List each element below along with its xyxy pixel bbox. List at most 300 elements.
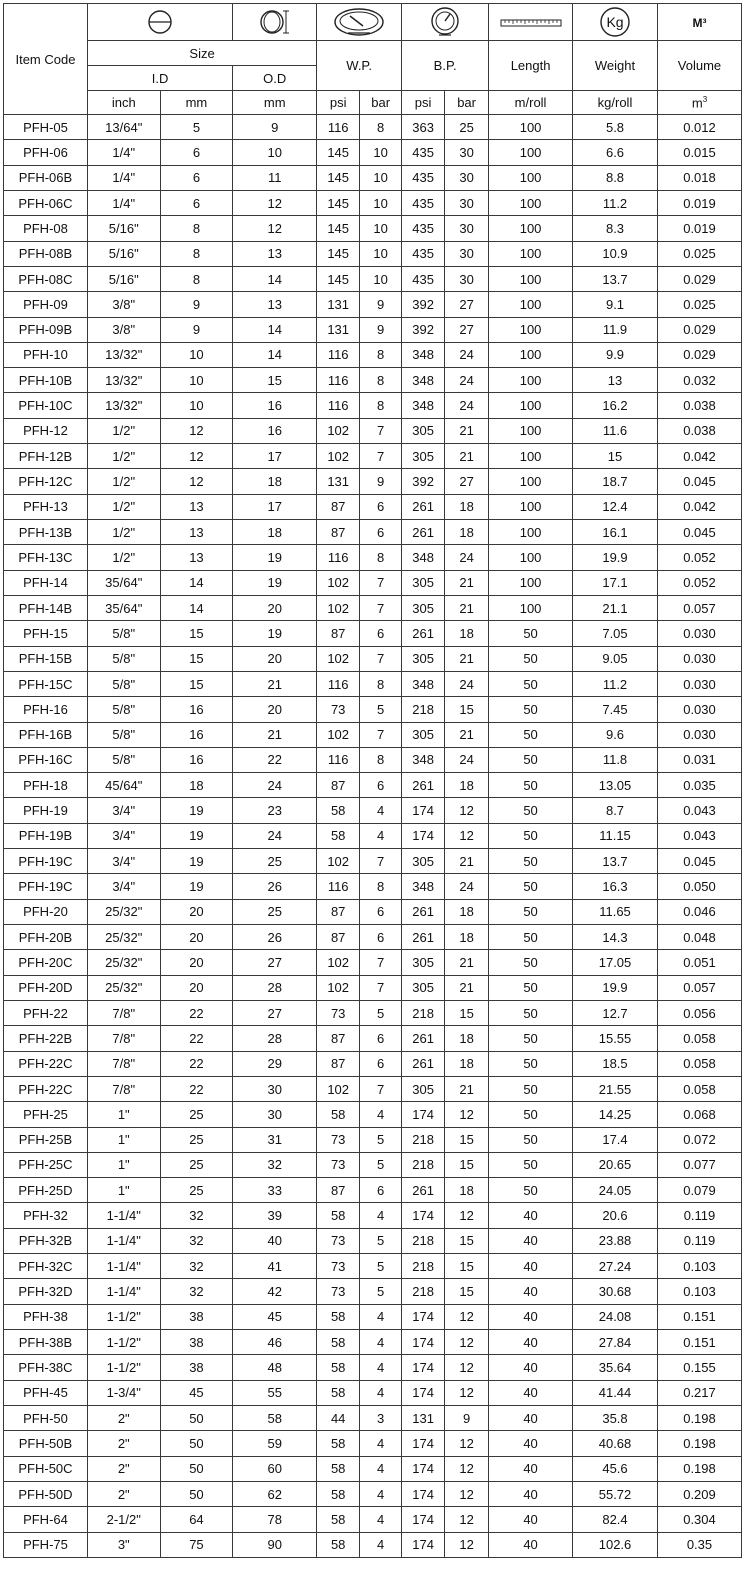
- od-mm-cell: 20: [233, 697, 317, 722]
- id-mm-cell: 20: [160, 975, 233, 1000]
- weight-cell: 41.44: [573, 1380, 658, 1405]
- wp-psi-cell: 116: [317, 342, 360, 367]
- od-mm-cell: 58: [233, 1405, 317, 1430]
- bp-psi-cell: 174: [402, 1330, 445, 1355]
- table-row: [4, 444, 742, 469]
- item-code-cell: PFH-32C: [4, 1254, 88, 1279]
- id-mm-cell: 22: [160, 1000, 233, 1025]
- item-code-cell: PFH-64: [4, 1507, 88, 1532]
- id-mm-cell: 15: [160, 646, 233, 671]
- wp-bar-cell: 6: [360, 1051, 402, 1076]
- id-inch-cell: 1/2": [87, 418, 160, 443]
- item-code-cell: PFH-50B: [4, 1431, 88, 1456]
- bp-psi-cell: 218: [402, 1279, 445, 1304]
- od-mm-cell: 45: [233, 1304, 317, 1329]
- table-row: [4, 1304, 742, 1329]
- id-inch-cell: 1/2": [87, 444, 160, 469]
- od-mm-cell: 24: [233, 773, 317, 798]
- bp-bar-cell: 21: [445, 975, 489, 1000]
- table-row: [4, 1481, 742, 1506]
- bp-bar-cell: 18: [445, 773, 489, 798]
- id-inch-cell: 1/2": [87, 494, 160, 519]
- weight-cell: 11.9: [573, 317, 658, 342]
- volume-cell: 0.050: [657, 874, 741, 899]
- id-inch-cell: 1-1/4": [87, 1203, 160, 1228]
- weight-cell: 15: [573, 444, 658, 469]
- wp-bar-cell: 7: [360, 975, 402, 1000]
- table-row: [4, 1076, 742, 1101]
- item-code-cell: PFH-16C: [4, 747, 88, 772]
- weight-cell: 23.88: [573, 1228, 658, 1253]
- weight-cell: 10.9: [573, 241, 658, 266]
- weight-cell: 24.05: [573, 1178, 658, 1203]
- id-mm-cell: 10: [160, 342, 233, 367]
- bp-bar-cell: 12: [445, 823, 489, 848]
- wp-psi-cell: 58: [317, 1203, 360, 1228]
- length-cell: 50: [489, 646, 573, 671]
- wp-psi-cell: 58: [317, 1330, 360, 1355]
- od-mm-cell: 26: [233, 925, 317, 950]
- weight-cell: 7.05: [573, 621, 658, 646]
- wp-psi-cell: 145: [317, 140, 360, 165]
- weight-cell: 17.05: [573, 950, 658, 975]
- od-mm-cell: 40: [233, 1228, 317, 1253]
- id-inch-cell: 2": [87, 1431, 160, 1456]
- id-mm-cell: 32: [160, 1203, 233, 1228]
- table-row: [4, 773, 742, 798]
- id-mm-cell: 20: [160, 950, 233, 975]
- id-inch-cell: 5/16": [87, 241, 160, 266]
- table-row: [4, 1532, 742, 1557]
- bp-bar-cell: 12: [445, 1507, 489, 1532]
- wp-psi-cell: 87: [317, 1178, 360, 1203]
- od-mm-cell: 21: [233, 722, 317, 747]
- id-inch-cell: 5/16": [87, 266, 160, 291]
- bp-bar-cell: 18: [445, 1178, 489, 1203]
- bp-psi-cell: 348: [402, 874, 445, 899]
- bp-bar-cell: 18: [445, 621, 489, 646]
- weight-cell: 11.15: [573, 823, 658, 848]
- size-header: Size: [87, 41, 316, 66]
- working-pressure-gauge-icon: [332, 7, 386, 37]
- od-mm-cell: 62: [233, 1481, 317, 1506]
- wp-psi-cell: 58: [317, 1304, 360, 1329]
- table-row: [4, 317, 742, 342]
- bp-bar-cell: 30: [445, 165, 489, 190]
- id-inch-cell: 35/64": [87, 570, 160, 595]
- wp-psi-cell: 145: [317, 165, 360, 190]
- id-mm-cell: 25: [160, 1152, 233, 1177]
- size-header-row: [4, 41, 742, 66]
- od-mm-cell: 10: [233, 140, 317, 165]
- bp-bar-cell: 21: [445, 595, 489, 620]
- id-mm-cell: 6: [160, 190, 233, 215]
- weight-cell: 13.05: [573, 773, 658, 798]
- od-mm-cell: 90: [233, 1532, 317, 1557]
- table-row: [4, 545, 742, 570]
- table-row: [4, 1456, 742, 1481]
- weight-cell: 27.24: [573, 1254, 658, 1279]
- od-mm-cell: 16: [233, 393, 317, 418]
- volume-cell: 0.030: [657, 697, 741, 722]
- wp-bar-cell: 8: [360, 671, 402, 696]
- weight-cell: 40.68: [573, 1431, 658, 1456]
- wp-bar-cell: 4: [360, 1304, 402, 1329]
- weight-cell: 13: [573, 368, 658, 393]
- volume-cell: 0.119: [657, 1228, 741, 1253]
- wp-bar-cell: 10: [360, 190, 402, 215]
- item-code-cell: PFH-08C: [4, 266, 88, 291]
- wp-psi-cell: 58: [317, 1355, 360, 1380]
- item-code-cell: PFH-15C: [4, 671, 88, 696]
- id-inch-cell: 1-1/4": [87, 1279, 160, 1304]
- id-mm-cell: 19: [160, 798, 233, 823]
- id-inch-cell: 1/2": [87, 469, 160, 494]
- unit-length: m/roll: [489, 91, 573, 115]
- id-mm-cell: 6: [160, 165, 233, 190]
- od-mm-cell: 41: [233, 1254, 317, 1279]
- weight-cell: 16.1: [573, 520, 658, 545]
- bp-bar-cell: 21: [445, 722, 489, 747]
- wp-psi-cell: 116: [317, 393, 360, 418]
- item-code-cell: PFH-32B: [4, 1228, 88, 1253]
- bp-psi-cell: 348: [402, 545, 445, 570]
- length-cell: 50: [489, 950, 573, 975]
- id-mm-cell: 5: [160, 115, 233, 140]
- bp-bar-cell: 18: [445, 1051, 489, 1076]
- weight-cell: 17.1: [573, 570, 658, 595]
- wp-bar-cell: 4: [360, 1507, 402, 1532]
- wp-bar-cell: 6: [360, 773, 402, 798]
- id-inch-cell: 3/4": [87, 823, 160, 848]
- bp-psi-cell: 348: [402, 342, 445, 367]
- weight-icon-label: Kg: [606, 14, 624, 30]
- volume-cell: 0.058: [657, 1026, 741, 1051]
- volume-cell: 0.019: [657, 190, 741, 215]
- table-row: [4, 671, 742, 696]
- weight-cell: 17.4: [573, 1127, 658, 1152]
- bp-psi-cell: 305: [402, 595, 445, 620]
- table-row: [4, 823, 742, 848]
- id-mm-cell: 19: [160, 849, 233, 874]
- table-row: [4, 722, 742, 747]
- bp-bar-cell: 21: [445, 646, 489, 671]
- wp-bar-cell: 10: [360, 241, 402, 266]
- length-cell: 50: [489, 1026, 573, 1051]
- item-code-cell: PFH-25C: [4, 1152, 88, 1177]
- od-mm-cell: 14: [233, 266, 317, 291]
- od-mm-cell: 39: [233, 1203, 317, 1228]
- unit-wp-psi: psi: [317, 91, 360, 115]
- id-inch-cell: 1/2": [87, 545, 160, 570]
- unit-volume-base: m: [691, 95, 703, 111]
- wp-psi-cell: 102: [317, 950, 360, 975]
- wp-bar-cell: 7: [360, 418, 402, 443]
- od-mm-cell: 21: [233, 671, 317, 696]
- wp-psi-cell: 87: [317, 621, 360, 646]
- item-code-cell: PFH-10C: [4, 393, 88, 418]
- bp-psi-cell: 261: [402, 1051, 445, 1076]
- item-code-cell: PFH-20: [4, 899, 88, 924]
- item-code-cell: PFH-19B: [4, 823, 88, 848]
- wp-bar-cell: 5: [360, 1152, 402, 1177]
- weight-cell: 27.84: [573, 1330, 658, 1355]
- wp-psi-cell: 116: [317, 671, 360, 696]
- id-mm-cell: 12: [160, 444, 233, 469]
- weight-cell: 12.4: [573, 494, 658, 519]
- burst-pressure-gauge-icon: [428, 7, 462, 37]
- volume-cell: 0.046: [657, 899, 741, 924]
- wp-bar-cell: 4: [360, 1380, 402, 1405]
- volume-cell: 0.045: [657, 849, 741, 874]
- length-cell: 40: [489, 1254, 573, 1279]
- length-cell: 100: [489, 115, 573, 140]
- id-inch-cell: 5/8": [87, 697, 160, 722]
- wp-bar-cell: 5: [360, 1000, 402, 1025]
- wp-bar-cell: 8: [360, 747, 402, 772]
- length-cell: 50: [489, 722, 573, 747]
- od-mm-cell: 13: [233, 241, 317, 266]
- length-cell: 100: [489, 494, 573, 519]
- table-row: [4, 1026, 742, 1051]
- volume-cell: 0.052: [657, 545, 741, 570]
- id-mm-cell: 13: [160, 545, 233, 570]
- bp-bar-cell: 27: [445, 292, 489, 317]
- od-mm-cell: 16: [233, 418, 317, 443]
- bp-bar-cell: 15: [445, 1228, 489, 1253]
- wp-bar-cell: 4: [360, 1203, 402, 1228]
- bp-psi-cell: 218: [402, 1254, 445, 1279]
- wp-psi-cell: 102: [317, 444, 360, 469]
- weight-cell: 7.45: [573, 697, 658, 722]
- id-inch-cell: 3/4": [87, 798, 160, 823]
- od-mm-cell: 18: [233, 520, 317, 545]
- bp-bar-cell: 15: [445, 1000, 489, 1025]
- od-mm-cell: 19: [233, 621, 317, 646]
- length-cell: 50: [489, 1000, 573, 1025]
- weight-cell: 11.8: [573, 747, 658, 772]
- wp-bar-cell: 8: [360, 368, 402, 393]
- bp-psi-cell: 261: [402, 899, 445, 924]
- length-header: Length: [489, 41, 573, 91]
- bp-bar-cell: 12: [445, 798, 489, 823]
- volume-cell: 0.012: [657, 115, 741, 140]
- id-inch-cell: 25/32": [87, 975, 160, 1000]
- table-row: [4, 494, 742, 519]
- length-cell: 50: [489, 899, 573, 924]
- length-cell: 40: [489, 1228, 573, 1253]
- od-mm-cell: 15: [233, 368, 317, 393]
- table-row: [4, 595, 742, 620]
- bp-bar-cell: 24: [445, 342, 489, 367]
- bp-bar-cell: 18: [445, 1026, 489, 1051]
- bp-bar-cell: 12: [445, 1355, 489, 1380]
- wp-bar-cell: 5: [360, 1279, 402, 1304]
- volume-cell: 0.015: [657, 140, 741, 165]
- od-mm-cell: 11: [233, 165, 317, 190]
- bp-bar-cell: 24: [445, 545, 489, 570]
- wp-psi-cell: 116: [317, 545, 360, 570]
- length-cell: 50: [489, 1127, 573, 1152]
- length-cell: 100: [489, 545, 573, 570]
- length-cell: 50: [489, 823, 573, 848]
- wp-psi-cell: 87: [317, 1026, 360, 1051]
- table-row: [4, 216, 742, 241]
- table-row: [4, 849, 742, 874]
- id-mm-cell: 22: [160, 1051, 233, 1076]
- wp-psi-cell: 102: [317, 722, 360, 747]
- od-mm-cell: 28: [233, 1026, 317, 1051]
- wp-psi-cell: 58: [317, 1507, 360, 1532]
- hose-spec-table: [3, 3, 742, 1558]
- bp-psi-cell: 392: [402, 292, 445, 317]
- table-row: [4, 1431, 742, 1456]
- id-inch-cell: 1-3/4": [87, 1380, 160, 1405]
- length-cell: 50: [489, 925, 573, 950]
- id-inch-cell: 13/32": [87, 393, 160, 418]
- bp-psi-cell: 218: [402, 1228, 445, 1253]
- id-mm-cell: 32: [160, 1279, 233, 1304]
- volume-icon-cell: [657, 4, 741, 41]
- bp-bar-cell: 18: [445, 494, 489, 519]
- volume-cell: 0.043: [657, 823, 741, 848]
- item-code-cell: PFH-06B: [4, 165, 88, 190]
- bp-psi-cell: 218: [402, 1127, 445, 1152]
- wp-psi-cell: 102: [317, 849, 360, 874]
- id-inch-cell: 7/8": [87, 1000, 160, 1025]
- spec-table-container: [3, 3, 742, 1558]
- volume-cell: 0.209: [657, 1481, 741, 1506]
- volume-cell: 0.030: [657, 671, 741, 696]
- bp-psi-cell: 174: [402, 1481, 445, 1506]
- table-row: [4, 570, 742, 595]
- weight-cell: 18.5: [573, 1051, 658, 1076]
- volume-cell: 0.019: [657, 216, 741, 241]
- volume-cell: 0.043: [657, 798, 741, 823]
- id-mm-cell: 38: [160, 1330, 233, 1355]
- volume-cell: 0.056: [657, 1000, 741, 1025]
- wp-bar-cell: 5: [360, 1127, 402, 1152]
- bp-psi-cell: 435: [402, 216, 445, 241]
- wp-psi-cell: 73: [317, 697, 360, 722]
- wp-psi-cell: 145: [317, 190, 360, 215]
- bp-psi-cell: 305: [402, 418, 445, 443]
- volume-cell: 0.051: [657, 950, 741, 975]
- item-code-cell: PFH-09: [4, 292, 88, 317]
- table-row: [4, 697, 742, 722]
- id-inch-cell: 2": [87, 1405, 160, 1430]
- id-mm-cell: 45: [160, 1380, 233, 1405]
- id-mm-cell: 12: [160, 469, 233, 494]
- id-inch-cell: 3/4": [87, 874, 160, 899]
- bp-bar-cell: 12: [445, 1304, 489, 1329]
- bp-bar-cell: 12: [445, 1330, 489, 1355]
- od-mm-cell: 23: [233, 798, 317, 823]
- length-cell: 40: [489, 1203, 573, 1228]
- od-mm-cell: 9: [233, 115, 317, 140]
- id-mm-cell: 15: [160, 621, 233, 646]
- weight-cell: 20.6: [573, 1203, 658, 1228]
- id-mm-cell: 14: [160, 570, 233, 595]
- bp-psi-cell: 174: [402, 1304, 445, 1329]
- unit-inch: inch: [87, 91, 160, 115]
- length-cell: 50: [489, 1152, 573, 1177]
- volume-cell: 0.155: [657, 1355, 741, 1380]
- volume-cell: 0.030: [657, 621, 741, 646]
- od-mm-cell: 24: [233, 823, 317, 848]
- wp-psi-cell: 58: [317, 1380, 360, 1405]
- table-row: [4, 342, 742, 367]
- wp-psi-cell: 131: [317, 469, 360, 494]
- bp-psi-cell: 348: [402, 368, 445, 393]
- id-inch-cell: 1-1/4": [87, 1254, 160, 1279]
- wp-bar-cell: 10: [360, 266, 402, 291]
- weight-cell: 30.68: [573, 1279, 658, 1304]
- bp-bar-cell: 12: [445, 1532, 489, 1557]
- id-inch-cell: 1-1/2": [87, 1304, 160, 1329]
- length-cell: 100: [489, 418, 573, 443]
- wp-bar-cell: 5: [360, 1254, 402, 1279]
- volume-cell: 0.031: [657, 747, 741, 772]
- weight-cell: 16.2: [573, 393, 658, 418]
- wp-bar-cell: 7: [360, 570, 402, 595]
- length-cell: 100: [489, 444, 573, 469]
- table-row: [4, 115, 742, 140]
- bp-psi-cell: 305: [402, 722, 445, 747]
- bp-psi-cell: 305: [402, 444, 445, 469]
- item-code-cell: PFH-12B: [4, 444, 88, 469]
- id-mm-cell: 32: [160, 1228, 233, 1253]
- wp-psi-cell: 116: [317, 747, 360, 772]
- bp-psi-cell: 305: [402, 1076, 445, 1101]
- od-mm-cell: 12: [233, 216, 317, 241]
- id-mm-cell: 19: [160, 874, 233, 899]
- table-row: [4, 241, 742, 266]
- id-inch-cell: 13/64": [87, 115, 160, 140]
- item-code-cell: PFH-19C: [4, 849, 88, 874]
- wp-psi-cell: 87: [317, 925, 360, 950]
- item-code-cell: PFH-20C: [4, 950, 88, 975]
- volume-cell: 0.077: [657, 1152, 741, 1177]
- volume-cell: 0.058: [657, 1076, 741, 1101]
- wp-bar-cell: 7: [360, 646, 402, 671]
- length-cell: 100: [489, 266, 573, 291]
- od-mm-cell: 19: [233, 545, 317, 570]
- bp-bar-cell: 15: [445, 1152, 489, 1177]
- item-code-cell: PFH-38C: [4, 1355, 88, 1380]
- weight-cell: 14.25: [573, 1102, 658, 1127]
- bp-bar-cell: 24: [445, 671, 489, 696]
- weight-cell: 9.05: [573, 646, 658, 671]
- item-code-cell: PFH-16B: [4, 722, 88, 747]
- wp-psi-cell: 145: [317, 266, 360, 291]
- wp-bar-cell: 8: [360, 545, 402, 570]
- bp-psi-cell: 131: [402, 1405, 445, 1430]
- volume-cell: 0.068: [657, 1102, 741, 1127]
- item-code-cell: PFH-38B: [4, 1330, 88, 1355]
- length-cell: 100: [489, 368, 573, 393]
- volume-cell: 0.198: [657, 1456, 741, 1481]
- id-mm-cell: 50: [160, 1481, 233, 1506]
- bp-bar-cell: 27: [445, 317, 489, 342]
- unit-wp-bar: bar: [360, 91, 402, 115]
- od-mm-cell: 19: [233, 570, 317, 595]
- bp-psi-cell: 218: [402, 697, 445, 722]
- wp-psi-cell: 87: [317, 773, 360, 798]
- bp-bar-cell: 12: [445, 1380, 489, 1405]
- id-inch-cell: 3/4": [87, 849, 160, 874]
- bp-bar-cell: 30: [445, 241, 489, 266]
